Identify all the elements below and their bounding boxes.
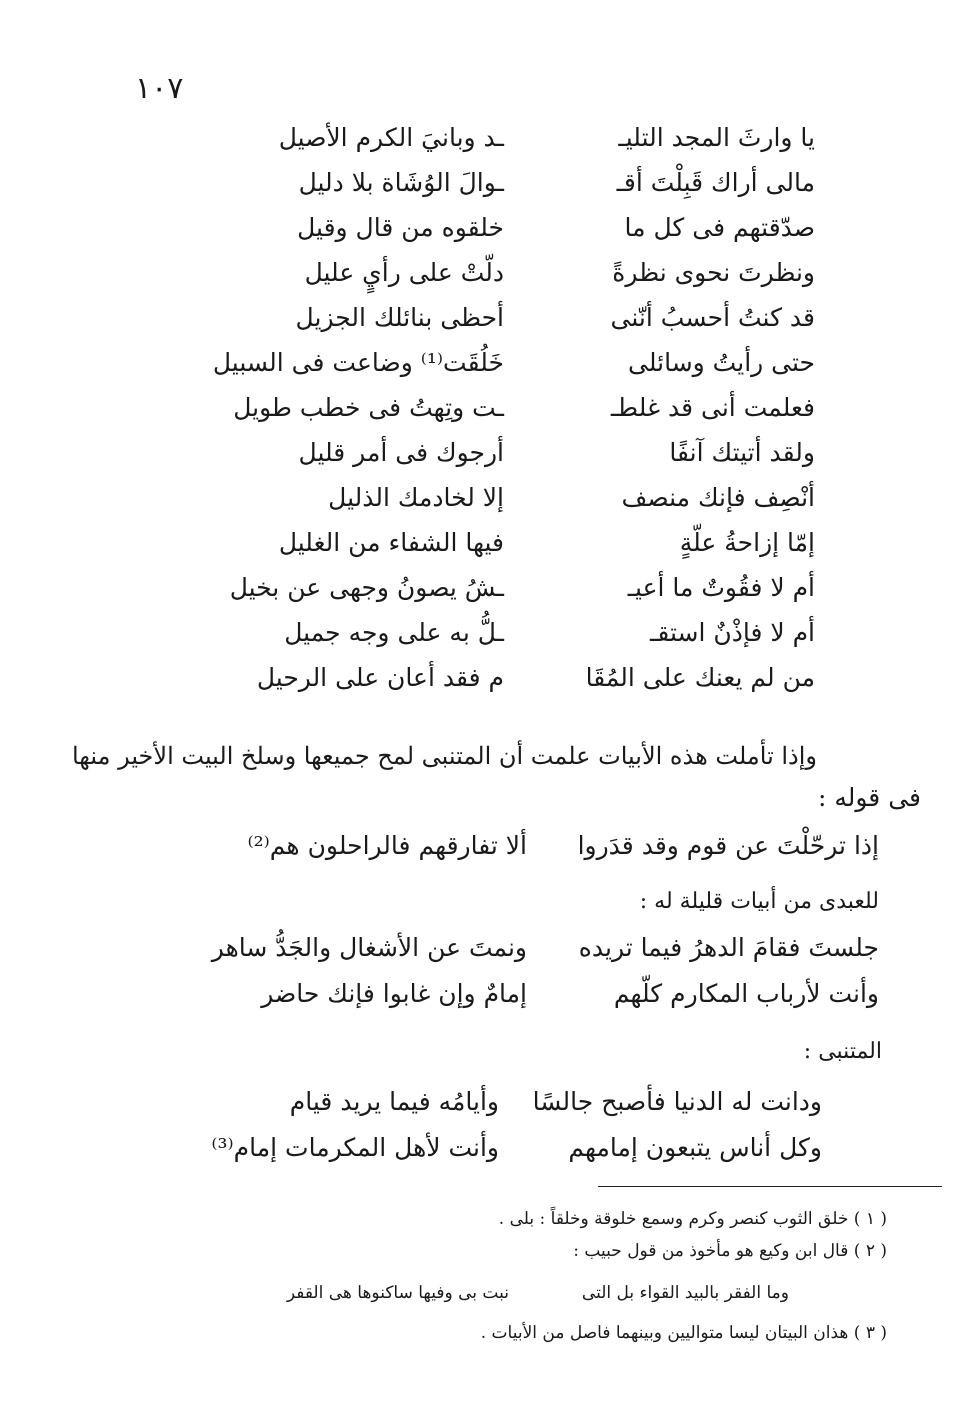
footnote-1: ( ١ ) خلق الثوب كنصر وكرم وسمع خلوقة وخلقاً : بلى .: [498, 1209, 887, 1229]
hemistich-second: ونمتَ عن الأشغال والجَدُّ ساهر: [211, 933, 527, 962]
hemistich-second: ـلُّ به على وجه جميل: [284, 618, 504, 647]
hemistich-first: أنْصِف فإنك منصف: [621, 483, 815, 512]
verse: [0, 928, 967, 972]
hemistich-first: إمّا إزاحةُ علّةٍ: [679, 528, 815, 557]
hemistich-first: ودانت له الدنيا فأصبح جالسًا: [532, 1087, 822, 1116]
verse: [0, 208, 967, 252]
hemistich-first: من لم يعنك على المُقَا: [585, 663, 815, 692]
verse: [0, 478, 967, 522]
verse-mutanabbi: [0, 826, 967, 870]
hemistich-first: يا وارثَ المجد التليـ: [618, 123, 815, 152]
footnote-verse-first: وما الفقر بالبيد القواء بل التى: [581, 1283, 789, 1303]
hemistich-first: أم لا فإذْنٌ استقـ: [650, 618, 815, 647]
hemistich-second: فيها الشفاء من الغليل: [278, 528, 504, 557]
hemistich-first: حتى رأيتُ وسائلى: [628, 348, 815, 377]
hemistich-second: خلقوه من قال وقيل: [297, 213, 504, 242]
hemistich-second: م فقد أعان على الرحيل: [256, 663, 504, 692]
attribution-line: المتنبى :: [803, 1039, 882, 1064]
verse: [0, 974, 967, 1018]
hemistich-first: جلستَ فقامَ الدهرُ فيما تريده: [578, 933, 879, 962]
hemistich-second: ـشُ يصونُ وجهى عن بخيل: [229, 573, 504, 602]
verse: [0, 298, 967, 342]
verse: [0, 343, 967, 387]
hemistich-first: وأنت لأرباب المكارم كلّهم: [613, 979, 879, 1008]
hemistich-first: أم لا فقُوتٌ ما أعيـ: [627, 573, 815, 602]
verse: [0, 523, 967, 567]
verse: [0, 658, 967, 702]
hemistich-first: ولقد أتيتك آنفًا: [669, 438, 815, 467]
footnote-divider: [598, 1186, 942, 1187]
attribution-line: للعبدى من أبيات قليلة له :: [639, 889, 879, 914]
hemistich-first: إذا ترحّلْتَ عن قوم وقد قدَروا: [577, 831, 879, 860]
hemistich-second: إمامٌ وإن غابوا فإنك حاضر: [261, 979, 527, 1008]
hemistich-first: فعلمت أنى قد غلطـ: [610, 393, 815, 422]
footnote-3: ( ٣ ) هذان البيتان ليسا متواليين وبينهما فاصل من الأبيات .: [480, 1323, 887, 1343]
hemistich-second: ـت وتِهتُ فى خطب طويل: [233, 393, 504, 422]
hemistich-first: قد كنتُ أحسبُ أنّنى: [610, 303, 815, 332]
hemistich-first: وكل أناس يتبعون إمامهم: [568, 1133, 822, 1162]
page-number: ١٠٧: [135, 71, 184, 106]
hemistich-second: دلّتْ على رأيٍ عليل: [304, 258, 504, 287]
hemistich-second: ـد وبانيَ الكرم الأصيل: [278, 123, 504, 152]
verse: [0, 388, 967, 432]
verse: [0, 1128, 967, 1172]
hemistich-second: ـوالَ الوُشَاة بلا دليل: [298, 168, 504, 197]
verse: [0, 118, 967, 162]
footnote-verse-second: نبت بى وفيها ساكنوها هى القفر: [286, 1283, 509, 1303]
verse: [0, 1082, 967, 1126]
hemistich-second: وأيامُه فيما يريد قيام: [289, 1087, 499, 1116]
hemistich-first: ونظرتَ نحوى نظرةً: [612, 258, 815, 287]
hemistich-second: وأنت لأهل المكرمات إمام⁽³⁾: [211, 1133, 499, 1162]
verse: [0, 253, 967, 297]
prose-line: فى قوله :: [818, 783, 921, 812]
verse: [0, 163, 967, 207]
hemistich-first: مالى أراك قَبِلْتَ أقـ: [616, 168, 815, 197]
verse: [0, 613, 967, 657]
hemistich-second: خَلُقَت⁽¹⁾ وضاعت فى السبيل: [212, 348, 504, 377]
verse: [0, 433, 967, 477]
footnote-2: ( ٢ ) قال ابن وكيع هو مأخوذ من قول حبيب :: [573, 1241, 887, 1261]
verse: [0, 568, 967, 612]
hemistich-second: إلا لخادمك الذليل: [328, 483, 504, 512]
hemistich-second: أرجوك فى أمر قليل: [298, 438, 504, 467]
hemistich-second: ألا تفارقهم فالراحلون هم⁽²⁾: [247, 831, 527, 860]
prose-line: وإذا تأملت هذه الأبيات علمت أن المتنبى لمح جميعها وسلخ البيت الأخير منها: [71, 742, 817, 770]
hemistich-first: صدّقتهم فى كل ما: [624, 213, 815, 242]
hemistich-second: أحظى بنائلك الجزيل: [295, 303, 504, 332]
